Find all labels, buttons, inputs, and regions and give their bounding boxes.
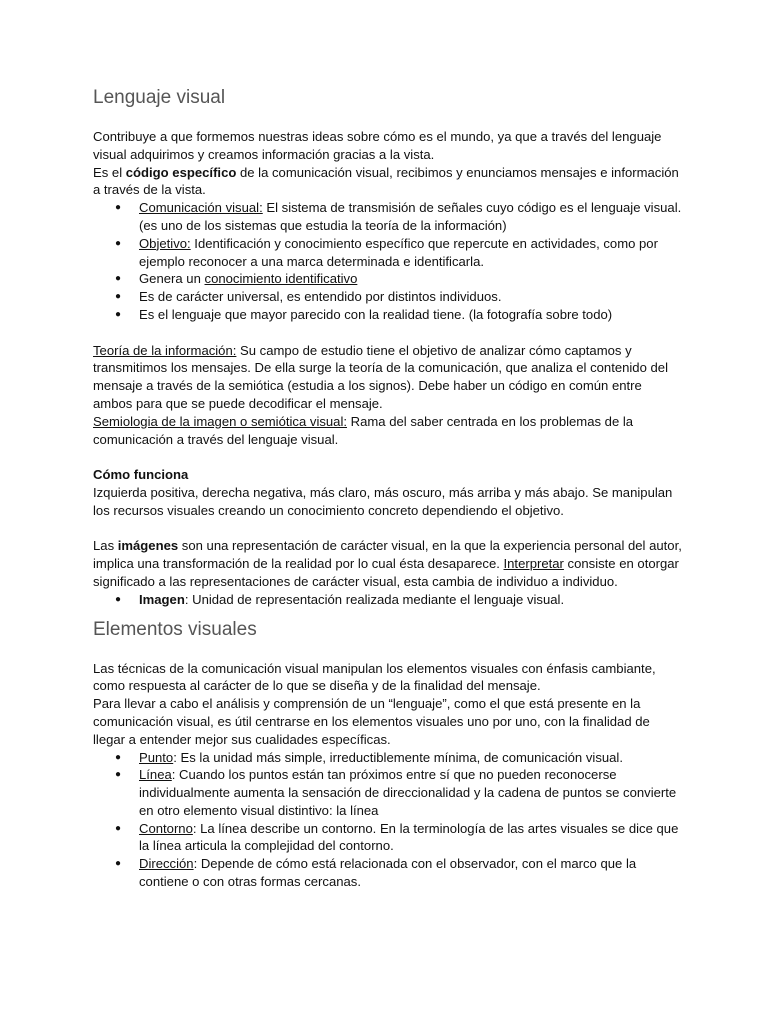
intro-text-pre: Es el: [93, 164, 126, 180]
elementos-intro-paragraph: [93, 660, 683, 749]
intro-text-post: de la comunicación visual, recibimos y enunciamos mensajes e información a través de la vista.: [93, 164, 679, 198]
list-item: [93, 749, 683, 767]
list-item: [93, 591, 683, 609]
interpretar-term: Interpretar: [503, 556, 564, 572]
list-item: [93, 270, 683, 288]
teoria-text: Su campo de estudio tiene el objetivo de analizar cómo captamos y transmitimos los mensajes. De ella surge la teoría de la comunicación, que analiza el contenido del mensaje a través de la semiótica (estudia a los signos). Debe haber un código en común entre ambos para que se puede decodificar el mensaje.: [93, 342, 668, 411]
lenguaje-bullet-list: [93, 199, 683, 324]
bullet-term: Contorno: [139, 820, 193, 836]
bullet-text: Identificación y conocimiento específico que repercute en actividades, como por ejemplo reconocer a una marca determinada e identificarla.: [139, 235, 658, 269]
list-item: [93, 306, 683, 324]
como-funciona-paragraph: [93, 466, 683, 519]
bullet-term: Dirección: [139, 856, 194, 872]
teoria-term: Teoría de la información:: [93, 342, 237, 358]
list-item: [93, 199, 683, 235]
list-item: [93, 766, 683, 819]
list-item: [93, 855, 683, 891]
list-item: [93, 235, 683, 271]
como-funciona-heading: Cómo funciona: [93, 467, 189, 483]
semiologia-term: Semiologia de la imagen o semiótica visual:: [93, 413, 348, 429]
bullet-text: : Unidad de representación realizada mediante el lenguaje visual.: [184, 591, 565, 607]
bullet-text: : La línea describe un contorno. En la terminología de las artes visuales se dice que la línea articula la complejidad del contorno.: [139, 820, 679, 854]
bullet-text: Es el lenguaje que mayor parecido con la realidad tiene. (la fotografía sobre todo): [139, 306, 613, 322]
como-funciona-text: Izquierda positiva, derecha negativa, más claro, más oscuro, más arriba y más abajo. Se manipulan los recursos visuales creando un conocimiento concreto dependiendo el objetivo.: [93, 484, 673, 518]
list-item: [93, 820, 683, 856]
bullet-term: Punto: [139, 749, 174, 765]
list-item: [93, 288, 683, 306]
teoria-paragraph: [93, 342, 683, 449]
bullet-term: Objetivo:: [139, 235, 191, 251]
bullet-text: : Cuando los puntos están tan próximos entre sí que no pueden reconocerse individualmente aumenta la sensación de direccionalidad y la cadena de puntos se convierte en otro elemento visual distintivo: la línea: [139, 767, 677, 818]
bullet-text: El sistema de transmisión de señales cuyo código es el lenguaje visual. (es uno de los sistemas que estudia la teoría de la información): [139, 200, 682, 233]
bullet-term: Comunicación visual:: [139, 200, 263, 216]
imagenes-paragraph: [93, 537, 683, 590]
semiologia-text: Rama del saber centrada en los problemas de la comunicación a través del lenguaje visual.: [93, 413, 634, 447]
bullet-text: : Es la unidad más simple, irreductiblemente mínima, de comunicación visual.: [173, 749, 623, 765]
section-heading-lenguaje-visual: Lenguaje visual: [93, 87, 226, 108]
bullet-bold-term: Imagen: [139, 591, 185, 607]
bullet-term: conocimiento identificativo: [204, 271, 358, 287]
intro-text: Contribuye a que formemos nuestras ideas sobre cómo es el mundo, ya que a través del lenguaje visual adquirimos y creamos información gracias a la vista.: [93, 129, 662, 162]
bullet-text: Es de carácter universal, es entendido por distintos individuos.: [139, 289, 502, 305]
document-page: [93, 86, 683, 891]
elementos-intro-text: Las técnicas de la comunicación visual manipulan los elementos visuales con énfasis cambiante, como respuesta al carácter de lo que se diseña y de la finalidad del mensaje.: [93, 660, 656, 694]
imagen-bullet-list: [93, 591, 683, 609]
bullet-text: Genera un: [139, 271, 205, 287]
elementos-intro-text: Para llevar a cabo el análisis y comprensión de un “lenguaje”, como el que está presente en la comunicación visual, es útil centrarse en los elementos visuales uno por uno, con la finalidad de llegar a entender mejor sus cualidades específicas.: [93, 696, 650, 747]
section-heading-elementos-visuales: Elementos visuales: [93, 618, 257, 640]
imagenes-post: consiste en otorgar significado a las representaciones de carácter visual, esta cambia de individuo a individuo.: [93, 556, 679, 589]
imagenes-pre: Las: [93, 538, 118, 554]
imagenes-bold: imágenes: [117, 538, 179, 554]
bullet-term: Línea: [139, 767, 172, 783]
intro-paragraph: [93, 128, 683, 199]
intro-bold-term: código específico: [125, 164, 237, 180]
elementos-bullet-list: [93, 749, 683, 891]
imagenes-mid: son una representación de carácter visual, en la que la experiencia personal del autor, implica una transformación de la realidad por lo cual ésta desaparece.: [93, 538, 682, 572]
bullet-text: : Depende de cómo está relacionada con el observador, con el marco que la contiene o con otras formas cercanas.: [139, 856, 637, 890]
